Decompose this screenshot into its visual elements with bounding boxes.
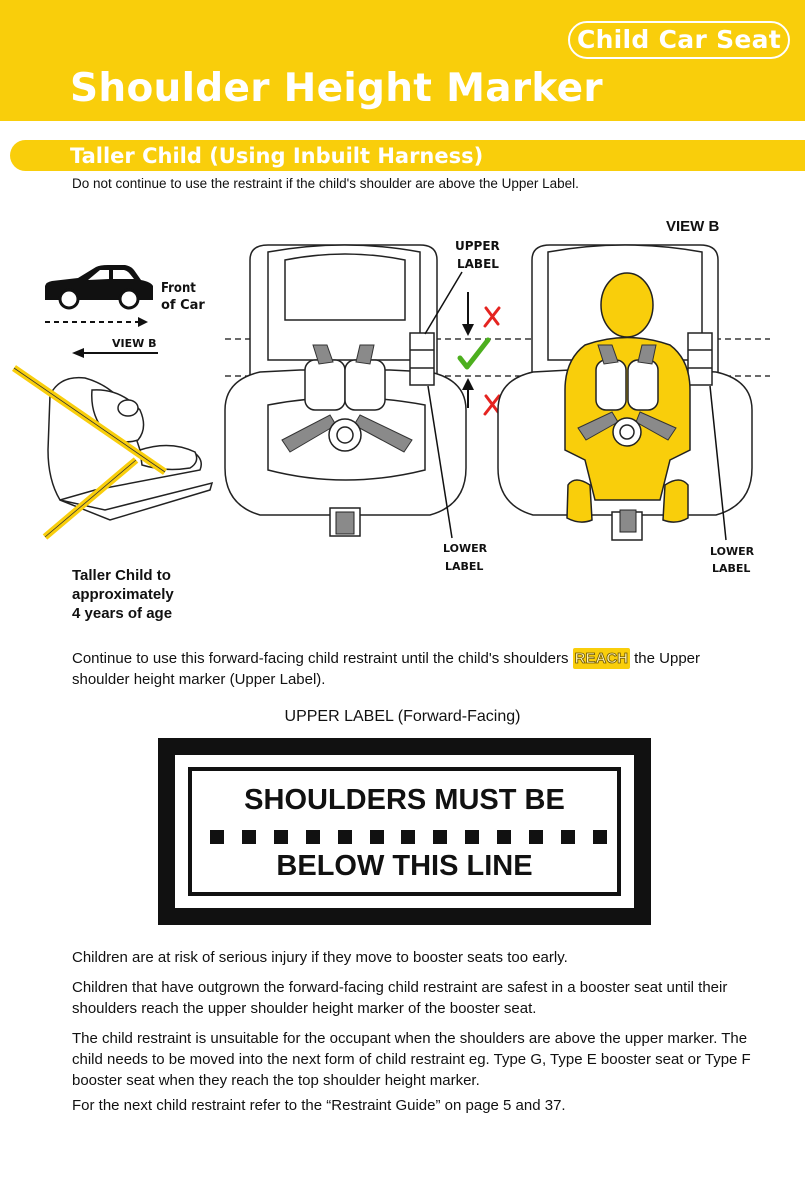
label-line-1: SHOULDERS MUST BE	[244, 784, 565, 816]
label-dashed-line	[210, 830, 607, 844]
taller-child-caption-2: approximately	[72, 586, 174, 603]
lower-label-left-2: LABEL	[445, 560, 484, 573]
check-icon	[460, 340, 488, 367]
page-title: Shoulder Height Marker	[70, 66, 603, 111]
continue-paragraph	[72, 648, 752, 690]
lower-label-right-2: LABEL	[712, 562, 751, 575]
view-b-arrow-label: VIEW B	[112, 337, 157, 350]
lower-label-right-1: LOWER	[710, 545, 755, 558]
taller-child-caption-1: Taller Child to	[72, 567, 171, 584]
view-b-title: VIEW B	[666, 218, 720, 235]
section-title: Taller Child (Using Inbuilt Harness)	[70, 144, 484, 168]
warning-text: Do not continue to use the restraint if the child's shoulder are above the Upper Label.	[72, 176, 579, 191]
reach-highlight: REACH	[574, 650, 628, 667]
upper-label-sample	[158, 738, 651, 925]
continue-text-before: Continue to use this forward-facing child restraint until the child's shoulders	[72, 650, 573, 667]
taller-child-caption-3: 4 years of age	[72, 605, 173, 622]
category-badge: Child Car Seat	[568, 21, 790, 59]
front-of-car-label-2: of Car	[161, 298, 205, 313]
front-view-seat	[225, 245, 466, 536]
paragraph-4: For the next child restraint refer to the “Restraint Guide” on page 5 and 37.	[72, 1097, 566, 1114]
front-of-car-label-1: Front	[161, 281, 196, 296]
cross-icon-upper	[485, 308, 499, 326]
paragraph-1: Children are at risk of serious injury if they move to booster seats too early.	[72, 949, 568, 966]
upper-label-text-2: LABEL	[457, 257, 499, 271]
upper-label-text-1: UPPER	[455, 239, 500, 253]
car-icon	[45, 265, 153, 308]
upper-label-heading: UPPER LABEL (Forward-Facing)	[284, 708, 521, 725]
lower-label-left-1: LOWER	[443, 542, 488, 555]
label-line-2: BELOW THIS LINE	[276, 850, 533, 882]
seat-diagram	[0, 200, 805, 630]
cross-icon-lower	[485, 396, 499, 414]
paragraph-2: Children that have outgrown the forward-facing child restraint are safest in a booster seat until their shoulders reach the upper shoulder height marker of the booster seat.	[72, 979, 728, 1017]
continue-text-after: the Upper shoulder height marker (Upper Label).	[72, 650, 701, 688]
paragraph-3: The child restraint is unsuitable for the occupant when the shoulders are above the upper marker. The child needs to be moved into the next form of child restraint eg. Type G, Type E booster seat or Type F booster seat when they reach the top shoulder height marker.	[72, 1030, 751, 1089]
